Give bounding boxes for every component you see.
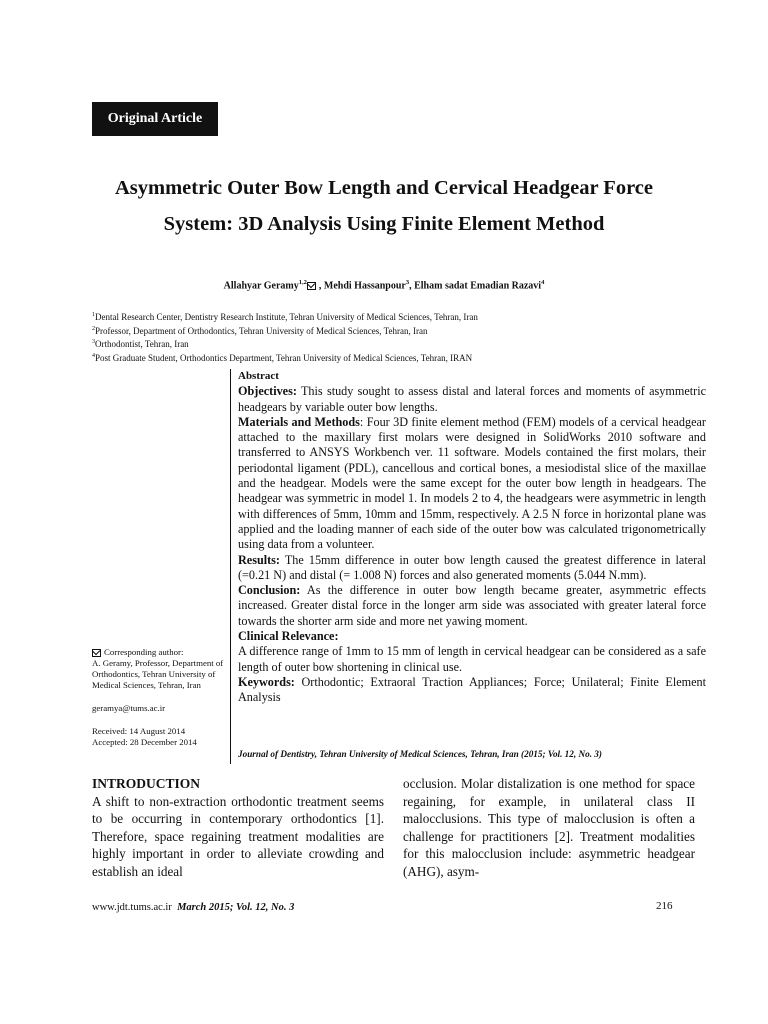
- methods-label: Materials and Methods: [238, 414, 360, 429]
- accepted-date: Accepted: 28 December 2014: [92, 737, 197, 747]
- author-3-affil: 4: [541, 279, 545, 286]
- envelope-icon: [92, 649, 101, 657]
- intro-text-left: A shift to non-extraction orthodontic treatment seems to be occurring in contemporary orthodontics [1]. Therefore, space regaining treatment modalities are highly important in order to alleviate crowding and establish an ideal: [92, 793, 384, 879]
- footer-left: [92, 902, 294, 913]
- conclusion-label: Conclusion:: [238, 583, 301, 598]
- methods-text: : Four 3D finite element method (FEM) models of a cervical headgear attached to the maxillary first molars were designed in SolidWorks 2010 software and transferred to ANSYS Workbench ver. 11 software. Models contained the first molars, their periodontal ligament (PDL), cancellous and cortical bones, a mesiodistal slice of the maxillae and the headgear. Models were the same except for the outer bow length in headgears. The headgear was symmetric in model 1. In models 2 to 4, the headgears were asymmetric in length with differences of 5mm, 10mm and 15mm, respectively. A 2.5 N force in horizontal plane was applied and the loading manner of each side of the outer bow was calculated trigonometrically using data from a volunteer.: [238, 414, 706, 552]
- abstract-keywords: [238, 675, 706, 706]
- affiliation-item: [92, 351, 692, 365]
- author-3: , Elham sadat Emadian Razavi: [409, 280, 542, 292]
- results-label: Results:: [238, 552, 280, 567]
- affiliation-item: [92, 337, 692, 351]
- affiliation-number: 3: [92, 339, 95, 345]
- affiliation-text: Orthodontist, Tehran, Iran: [95, 339, 189, 349]
- affiliation-number: 1: [92, 312, 95, 318]
- author-email[interactable]: geramya@tums.ac.ir: [92, 703, 166, 713]
- affiliation-item: [92, 324, 692, 338]
- title-line-1: Asymmetric Outer Bow Length and Cervical Headgear Force: [114, 177, 654, 199]
- corresponding-author-box: [92, 647, 226, 748]
- objectives-label: Objectives:: [238, 384, 297, 399]
- keywords-text: Orthodontic; Extraoral Traction Appliances; Force; Unilateral; Finite Element Analysis: [238, 674, 706, 705]
- page-number: 216: [656, 900, 673, 912]
- author-1-affil: 1,2: [298, 279, 307, 286]
- abstract: [238, 369, 706, 706]
- author-2-affil: 3: [405, 279, 410, 286]
- conclusion-text: As the difference in outer bow length became greater, asymmetric effects increased. Greater distal force in the longer arm side was associated with greater lateral force towards the shorter arm side and more net yawing moment.: [238, 583, 706, 628]
- corresponding-text: A. Geramy, Professor, Department of Orthodontics, Tehran University of Medical Sciences, Tehran, Iran: [92, 658, 224, 690]
- abstract-conclusion: [238, 583, 706, 629]
- abstract-objectives: [238, 384, 706, 415]
- title-line-2: System: 3D Analysis Using Finite Element Method: [163, 213, 605, 235]
- clinical-relevance-label: Clinical Relevance:: [238, 629, 339, 644]
- received-date: Received: 14 August 2014: [92, 726, 186, 736]
- abstract-divider: [230, 369, 231, 764]
- affiliation-number: 4: [92, 352, 95, 359]
- author-2: , Mehdi Hassanpour: [318, 280, 406, 292]
- affiliation-number: 2: [92, 325, 95, 332]
- issue-info: March 2015; Vol. 12, No. 3: [177, 902, 295, 913]
- affiliation-item: [92, 310, 692, 324]
- corresponding-label: Corresponding author:: [104, 647, 184, 657]
- journal-citation: Journal of Dentistry, Tehran University of Medical Sciences, Tehran, Iran (2015; Vol. 12, No. 3): [238, 749, 602, 759]
- article-type-label: Original Article: [92, 102, 218, 136]
- abstract-methods: [238, 415, 706, 553]
- keywords-label: Keywords:: [238, 674, 295, 689]
- intro-column-left: [92, 775, 384, 880]
- affiliations: [92, 310, 692, 364]
- affiliation-text: Dental Research Center, Dentistry Research Institute, Tehran University of Medical Sciences, Tehran, Iran: [95, 312, 478, 322]
- intro-text-right: occlusion. Molar distalization is one method for space regaining, for example, in unilateral class II malocclusions. This type of malocclusion is often a challenge for practitioners [2]. Treatment modalities for this malocclusion include: asymmetric headgear (AHG), asym-: [403, 776, 695, 879]
- author-1: Allahyar Geramy: [223, 280, 299, 292]
- affiliation-text: Post Graduate Student, Orthodontics Department, Tehran University of Medical Sciences, Tehran, IRAN: [95, 352, 473, 363]
- objectives-text: This study sought to assess distal and lateral forces and moments of asymmetric headgears by variable outer bow lengths.: [238, 384, 706, 414]
- intro-column-right: [403, 775, 695, 880]
- intro-heading: INTRODUCTION: [92, 776, 201, 791]
- abstract-results: [238, 553, 706, 584]
- clinical-relevance-text: A difference range of 1mm to 15 mm of length in cervical headgear can be considered as a safe length of outer bow shortening in clinical use.: [238, 644, 706, 674]
- abstract-heading: Abstract: [238, 370, 279, 382]
- envelope-icon: [307, 282, 316, 290]
- results-text: The 15mm difference in outer bow length caused the greatest difference in lateral (=0.21 N) and distal (= 1.008 N) forces and also generated moments (5.044 N.mm).: [238, 552, 706, 582]
- affiliation-text: Professor, Department of Orthodontics, Tehran University of Medical Sciences, Tehran, Iran: [95, 325, 428, 336]
- article-title: [60, 170, 708, 242]
- author-list: [60, 279, 708, 291]
- journal-url[interactable]: www.jdt.tums.ac.ir: [92, 902, 172, 913]
